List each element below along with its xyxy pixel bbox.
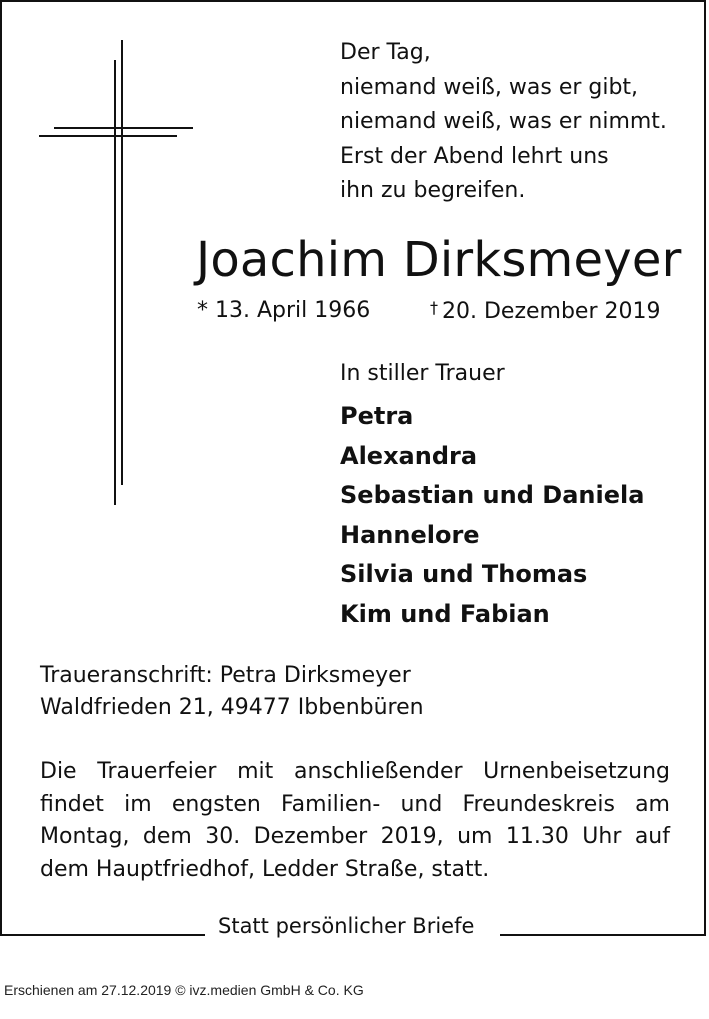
frame-bottom-left-rule <box>0 934 205 936</box>
poem-line: niemand weiß, was er nimmt. <box>340 109 667 134</box>
service-line: dem Hauptfriedhof, Ledder Straße, statt. <box>40 856 490 882</box>
poem-line: Erst der Abend lehrt uns <box>340 143 609 169</box>
service-info <box>40 756 670 886</box>
service-line: findet im engsten Familien- und Freundeskreis am <box>40 791 670 817</box>
death-date-text: 20. Dezember 2019 <box>442 299 661 324</box>
poem <box>340 36 667 209</box>
poem-line: niemand weiß, was er gibt, <box>340 74 639 100</box>
mourner-name: Petra <box>340 402 414 430</box>
mourner-name: Silvia und Thomas <box>340 560 588 588</box>
address-line: Traueranschrift: Petra Dirksmeyer <box>40 663 411 688</box>
birth-date: * 13. April 1966 <box>197 298 371 323</box>
service-line: Die Trauerfeier mit anschließender Urnenbeisetzung <box>40 759 670 784</box>
mourner-list <box>340 397 644 634</box>
service-line: Montag, dem 30. Dezember 2019, um 11.30 Uhr auf <box>40 824 670 849</box>
mourner-name: Sebastian und Daniela <box>340 481 645 509</box>
address-line: Waldfrieden 21, 49477 Ibbenbüren <box>40 695 424 720</box>
footer-note: Statt persönlicher Briefe <box>218 914 475 938</box>
poem-line: Der Tag, <box>340 40 431 65</box>
mourning-intro: In stiller Trauer <box>340 361 505 386</box>
deceased-name: Joachim Dirksmeyer <box>196 232 682 288</box>
publication-credit: Erschienen am 27.12.2019 © ivz.medien GmbH & Co. KG <box>4 982 364 998</box>
dagger-icon: † <box>430 298 438 317</box>
mourning-address <box>40 660 424 724</box>
death-date <box>430 298 661 324</box>
mourner-name: Kim und Fabian <box>340 599 550 628</box>
mourner-name: Hannelore <box>340 520 480 549</box>
mourner-name: Alexandra <box>340 441 478 470</box>
frame-bottom-right-rule <box>500 934 706 936</box>
poem-line: ihn zu begreifen. <box>340 178 526 203</box>
